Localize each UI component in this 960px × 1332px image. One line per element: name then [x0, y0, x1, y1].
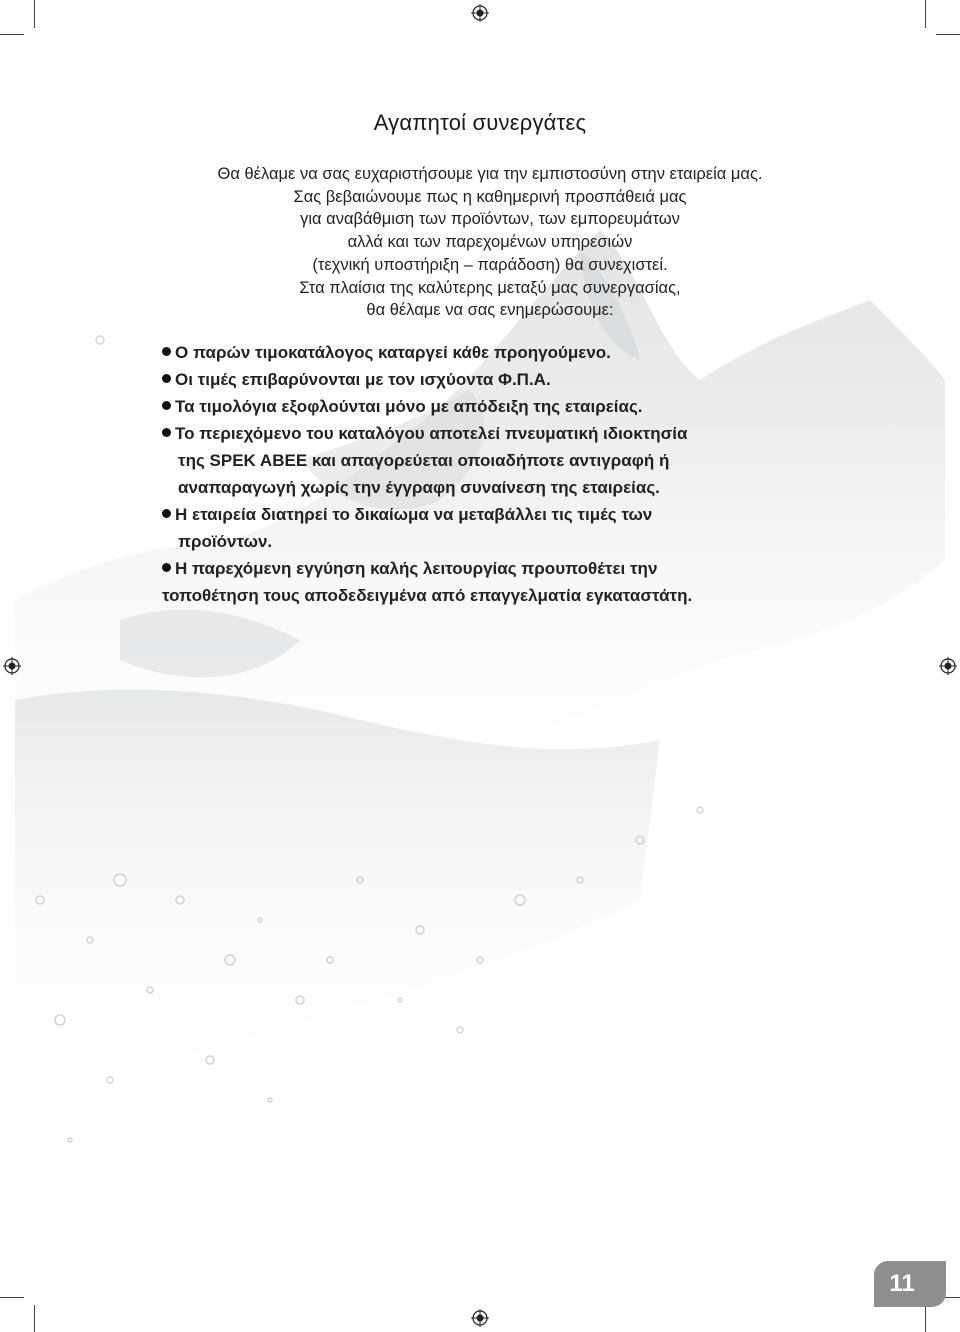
page-title: Αγαπητοί συνεργάτες	[373, 110, 587, 135]
intro-line: θα θέλαμε να σας ενημερώσουμε:	[366, 301, 614, 320]
bullet-icon	[162, 374, 171, 383]
list-item-continuation: προϊόντων.	[178, 532, 273, 551]
page-number: 11	[889, 1270, 915, 1297]
intro-line: Θα θέλαμε να σας ευχαριστήσουμε για την εμπιστοσύνη στην εταιρεία μας.	[217, 165, 763, 183]
bullet-icon	[162, 428, 171, 437]
list-item-text: Οι τιμές επιβαρύνονται με τον ισχύοντα Φ.Π.Α.	[175, 370, 551, 389]
intro-line: για αναβάθμιση των προϊόντων, των εμπορευμάτων	[300, 210, 680, 229]
intro-line: Στα πλαίσια της καλύτερης μεταξύ μας συνεργασίας,	[299, 278, 681, 297]
registration-mark-icon	[3, 657, 21, 675]
intro-line: αλλά και των παρεχομένων υπηρεσιών	[347, 233, 633, 252]
list-item-text: Το περιεχόμενο του καταλόγου αποτελεί πνευματική ιδιοκτησία	[175, 424, 688, 443]
crop-mark	[925, 1305, 926, 1332]
crop-mark	[0, 1297, 24, 1298]
crop-mark	[936, 34, 960, 35]
list-item	[162, 394, 802, 419]
page-number-badge	[874, 1261, 946, 1307]
list-item	[162, 502, 802, 527]
list-item-text: Η εταιρεία διατηρεί το δικαίωμα να μεταβάλλει τις τιμές των	[175, 505, 653, 524]
registration-mark-icon	[471, 4, 489, 22]
crop-mark	[34, 1305, 35, 1332]
crop-mark	[0, 34, 24, 35]
list-item	[162, 367, 802, 392]
registration-mark-icon	[471, 1309, 489, 1327]
intro-line: Σας βεβαιώνουμε πως η καθημερινή προσπάθειά μας	[293, 187, 687, 206]
list-item-continuation: της SPEK ABEE και απαγορεύεται οποιαδήποτε αντιγραφή ή	[178, 451, 670, 470]
list-item	[162, 421, 802, 446]
bullet-icon	[162, 347, 171, 356]
list-item	[162, 556, 802, 581]
crop-mark	[925, 0, 926, 28]
notice-list	[162, 340, 802, 608]
crop-mark	[34, 0, 35, 28]
list-item-text: Ο παρών τιμοκατάλογος καταργεί κάθε προηγούμενο.	[175, 343, 611, 362]
list-item	[162, 340, 802, 365]
bullet-icon	[162, 401, 171, 410]
list-item-continuation: τοποθέτηση τους αποδεδειγμένα από επαγγελματία εγκαταστάτη.	[162, 586, 693, 605]
intro-line: (τεχνική υποστήριξη – παράδοση) θα συνεχιστεί.	[312, 255, 668, 274]
list-item-continuation: αναπαραγωγή χωρίς την έγγραφη συναίνεση της εταιρείας.	[178, 478, 660, 497]
list-item-text: Τα τιμολόγια εξοφλούνται μόνο με απόδειξη της εταιρείας.	[175, 397, 643, 416]
bullet-icon	[162, 509, 171, 518]
registration-mark-icon	[939, 657, 957, 675]
bullet-icon	[162, 563, 171, 572]
list-item-text: Η παρεχόμενη εγγύηση καλής λειτουργίας προυποθέτει την	[175, 559, 658, 578]
intro-paragraph	[140, 163, 840, 322]
